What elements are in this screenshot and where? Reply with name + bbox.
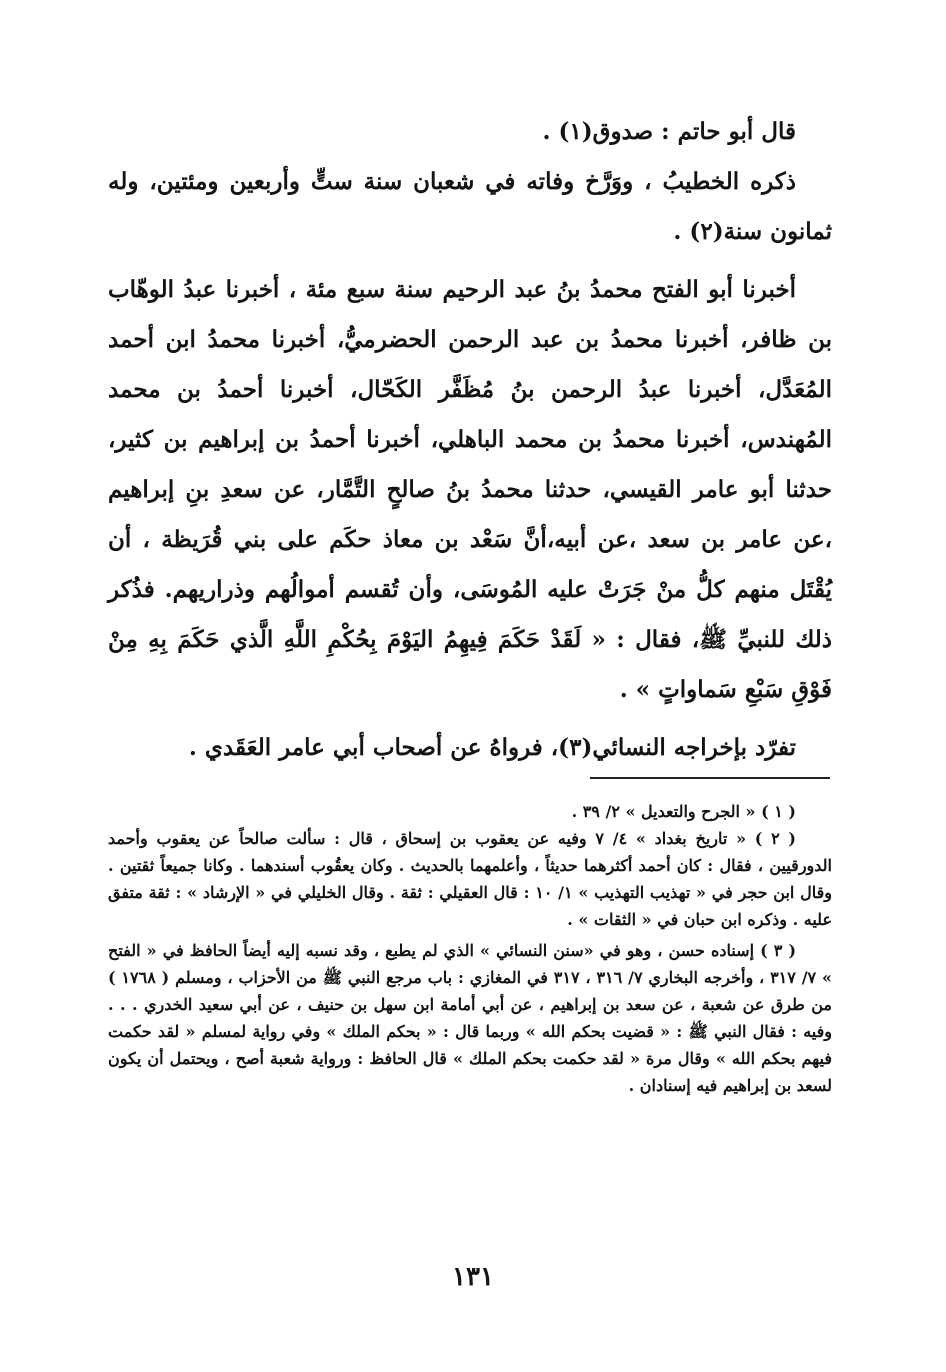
footnote-3: ( ٣ ) إسناده حسن ، وهو في «سنن النسائي » الذي لم يطبع ، وقد نسبه إليه أيضاً الحافظ في « الفتح » ٧/ ٣١٧ ، وأخرجه البخاري ٧/ ٣١٦ ، ٣١٧ في المغازي : باب مرجع النبي ﷺ من الأحزاب ، ومسلم ( ١٧٦٨ ) من طرق عن شعبة ، عن سعد بن إبراهيم ، عن أبي أمامة ابن سهل بن حنيف ، عن أبي سعيد الخدري . . . وفيه : فقال النبي ﷺ : « قضيت بحكم الله » وربما قال : « بحكم الملك » وفي رواية لمسلم « لقد حكمت فيهم بحكم الله » وقال مرة « لقد حكمت بحكم الملك » قال الحافظ : ورواية شعبة أصح ، ويحتمل أن يكون لسعد بن إبراهيم فيه إسنادان . — [108, 941, 832, 1095]
footnote-1: ( ١ ) « الجرح والتعديل » ٢/ ٣٩ . — [571, 802, 796, 821]
paragraph-hadith-isnad: أخبرنا أبو الفتح محمدُ بنُ عبد الرحيم سنة سبع مئة ، أخبرنا عبدُ الوهّاب بن ظافر، أخبرنا محمدُ بن عبد الرحمن الحضرميُّ، أخبرنا محمدُ ابن أحمد المُعَدَّل، أخبرنا عبدُ الرحمن بنُ مُظَفَّر الكَحّال، أخبرنا أحمدُ بن محمد المُهندس، أخبرنا محمدُ بن محمد الباهلي، أخبرنا أحمدُ بن إبراهيم بن كثير، حدثنا أبو عامر القيسي، حدثنا محمدُ بنُ صالحٍ التَّمَّار، عن سعدِ بنِ إبراهيم ،عن عامر بن سعد ،عن أبيه،أنَّ سَعْد بن معاذ حكَم على بني قُرَيظة ، أن يُقْتَل منهم كلُّ منْ جَرَتْ عليه المُوسَى، وأن تُقسم أموالُهم وذراريهم. فذُكر ذلك للنبيِّ ﷺ، فقال : « لَقَدْ حَكَمَ فِيهِمُ اليَوْمَ بِحُكْمِ اللَّهِ الَّذي حَكَمَ بِهِ مِنْ فَوْقِ سَبْعِ سَماواتٍ » . — [108, 276, 833, 703]
footnotes — [108, 798, 832, 1099]
paragraph-khatib: ذكره الخطيبُ ، ووَرَّخ وفاته في شعبان سنة ستٍّ وأربعين ومئتين، وله ثمانون سنة(٢) . — [108, 168, 832, 245]
paragraph-nasai: تفرّد بإخراجه النسائي(٣)، فرواهُ عن أصحاب أبي عامر العَقَدي . — [188, 734, 796, 761]
page-number: ١٣١ — [452, 1262, 494, 1292]
paragraph-abu-hatim: قال أبو حاتم : صدوق(١) . — [542, 118, 796, 145]
footnote-separator — [590, 777, 830, 779]
main-text — [108, 107, 832, 773]
footnote-2: ( ٢ ) « تاريخ بغداد » ٤/ ٧ وفيه عن يعقوب بن إسحاق ، قال : سألت صالحاً عن يعقوب وأحمد الدورقيين ، فقال : كان أحمد أكثرهما حديثاً ، وأعلمهما بالحديث . وكان يعقُوب أسندهما . وكانا جميعاً ثقتين . وقال ابن حجر في « تهذيب التهذيب » ١/ ١٠ : قال العقيلي : ثقة . وقال الخليلي في « الإرشاد » : ثقة متفق عليه . وذكره ابن حبان في « الثقات » . — [108, 829, 832, 929]
